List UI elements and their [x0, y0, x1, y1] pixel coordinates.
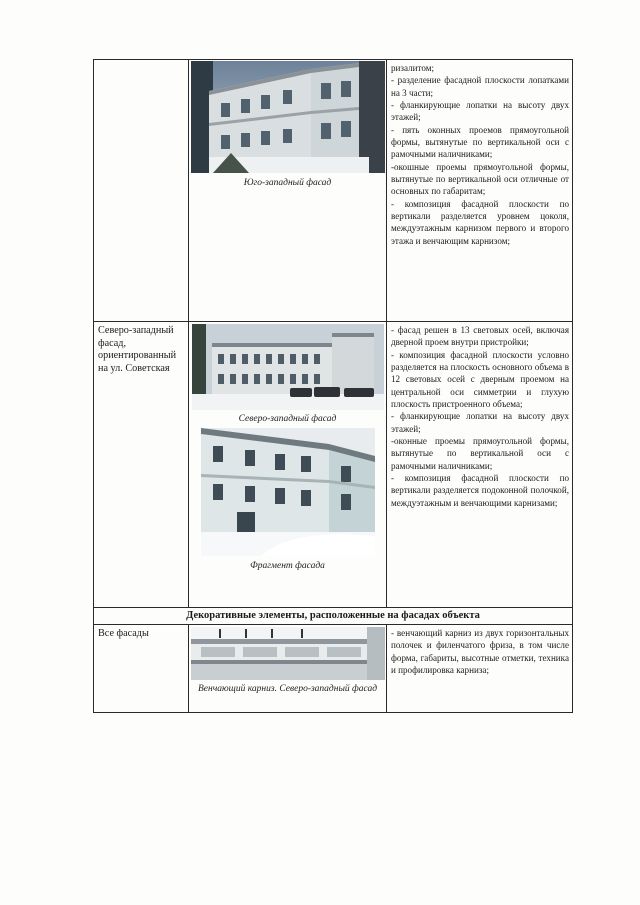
- table-row: [94, 322, 573, 608]
- section-row: [94, 608, 573, 625]
- location-cell: [94, 322, 189, 608]
- table-row: [94, 625, 573, 713]
- photo-cell: [189, 625, 387, 713]
- table-row: [94, 60, 573, 322]
- southwest-facade-photo: [191, 61, 385, 173]
- description-cell: [387, 625, 573, 713]
- description-cell: [387, 322, 573, 608]
- heritage-facade-table: [93, 59, 573, 713]
- description-line: - композиция фасадной плоскости условно разделяется на плоскость основного объема в 12 световых осей с дверным проемом на центральной оси симметрии и глухую плоскость пристроенного объема;: [391, 349, 569, 410]
- northwest-facade-photo: [192, 324, 384, 410]
- location-cell: [94, 60, 189, 322]
- description-text: [387, 322, 572, 509]
- description-line: -окошные проемы прямоугольной формы, вытянутые по вертикальной оси отличные от основных по габаритам;: [391, 161, 569, 197]
- description-text: [387, 625, 572, 676]
- description-line: - венчающий карниз из двух горизонтальных полочек и филенчатого фриза, в том числе форма, габариты, высотные отметки, техника и профилировка карниза;: [391, 628, 569, 676]
- location-text: Северо-западный фасад, ориентированный на ул. Советская: [98, 325, 177, 374]
- description-line: - фланкирующие лопатки на высоту двух этажей;: [391, 100, 569, 123]
- location-cell: [94, 625, 189, 713]
- photo-caption: Юго-западный фасад: [243, 178, 332, 188]
- photo-caption: Северо-западный фасад: [238, 414, 337, 424]
- section-title-cell: [94, 608, 573, 625]
- description-line: - фланкирующие лопатки на высоту двух этажей;: [391, 411, 569, 434]
- description-cell: [387, 60, 573, 322]
- description-line: - фасад решен в 13 световых осей, включая дверной проем внутри пристройки;: [391, 325, 569, 348]
- facade-fragment-photo: [201, 428, 375, 556]
- description-line: - композиция фасадной плоскости по вертикали разделяется подоконной полочкой, междуэтажным и венчающими карнизами;: [391, 473, 569, 508]
- location-text: Все фасады: [98, 628, 149, 639]
- description-line: -оконные проемы прямоугольной формы, вытянутые по вертикальной оси с рамочными наличниками;: [391, 436, 569, 471]
- description-line: - разделение фасадной плоскости лопатками на 3 части;: [391, 75, 569, 98]
- section-title: Декоративные элементы, расположенные на фасадах объекта: [186, 610, 480, 621]
- description-line: ризалитом;: [391, 63, 435, 73]
- photo-cell: [189, 60, 387, 322]
- description-text: [387, 60, 572, 247]
- description-line: - композиция фасадной плоскости по вертикали разделяется уровнем цоколя, междуэтажным карнизом первого и второго этажа и венчающим карнизом;: [391, 198, 569, 246]
- photo-caption: Венчающий карниз. Северо-западный фасад: [197, 684, 378, 694]
- photo-caption: Фрагмент фасада: [250, 561, 325, 571]
- location-text: [94, 60, 188, 63]
- description-line: - пять оконных проемов прямоугольной формы, вытянутые по вертикальной оси с рамочными наличниками;: [391, 124, 569, 160]
- cornice-photo: [191, 627, 385, 680]
- photo-cell: [189, 322, 387, 608]
